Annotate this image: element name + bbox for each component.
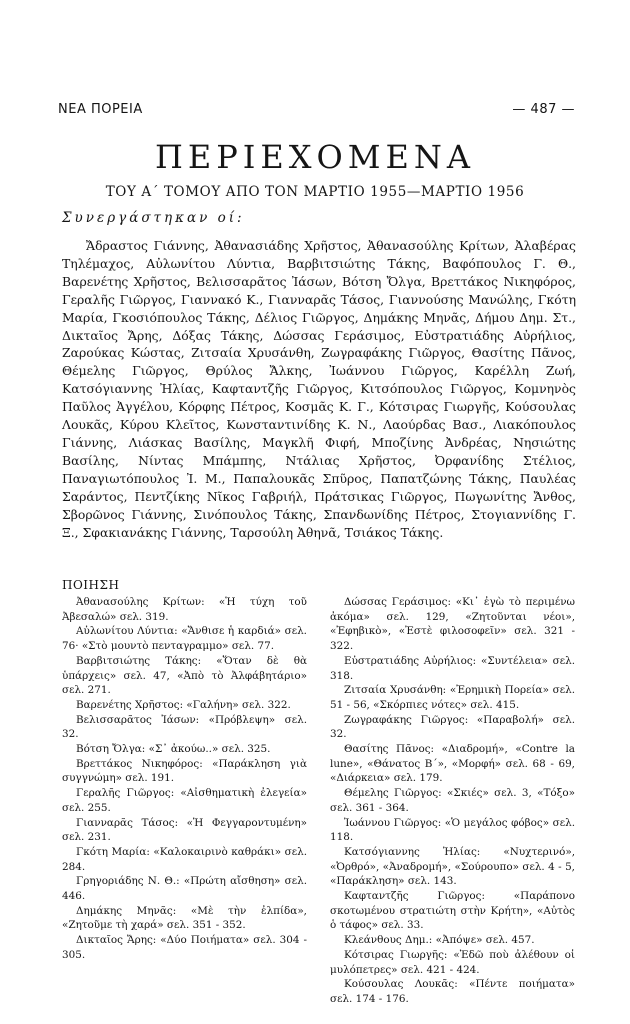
poetry-entry: Δημάκης Μηνᾶς: «Μὲ τὴν ἐλπίδα», «Ζητοῦμε τὴ χαρά» σελ. 351 - 352.: [62, 904, 307, 932]
poetry-entry: Γιανναρᾶς Τάσος: «Ἡ Φεγγαροντυμένη» σελ. 231.: [62, 816, 307, 844]
contributors-paragraph: Ἄδραστος Γιάννης, Ἀθανασιάδης Χρῆστος, Ἀθανασούλης Κρίτων, Ἀλαβέρας Τηλέμαχος, Αὐλωνίτου Λύντια, Βαρβιτσιώτης Τάκης, Βαφόπουλος Γ. Θ., Βαρενέτης Χρῆστος, Βελισσαρᾶτος Ἰάσων, Βότση Ὄλγα, Βρεττάκος Νικηφόρος, Γεραλῆς Γιῶργος, Γιαννακό Κ., Γιανναρᾶς Τάσος, Γιαννούσης Μανώλης, Γκότη Μαρία, Γκοσιόπουλος Τάκης, Δέλιος Γιῶργος, Δημάκης Μηνᾶς, Δήμου Δημ. Στ., Δικταῖος Ἄρης, Δόξας Τάκης, Δώσσας Γεράσιμος, Εὐστρατιάδης Αὐρήλιος, Ζαρούκας Κώστας, Ζιτσαία Χρυσάνθη, Ζωγραφάκης Γιῶργος, Θασίτης Πᾶνος, Θέμελης Γιῶργος, Θρύλος Ἄλκης, Ἰωάννου Γιῶργος, Καρέλλη Ζωή, Κατσόγιαννης Ἠλίας, Καφταντζῆς Γιῶργος, Κιτσόπουλος Γιῶργος, Κομνηνὸς Παῦλος Ἀγγέλου, Κόρφης Πέτρος, Κοσμᾶς Κ. Γ., Κότσιρας Γιωργῆς, Κούσουλας Λουκᾶς, Κύρου Κλεῖτος, Κωνσταντινίδης Κ. Ν., Λαούρδας Βασ., Λιακόπουλος Γιάννης, Λιάσκας Βασίλης, Μαγκλῆ Φιφή, Μποζίνης Ἀνδρέας, Νησιώτης Βασίλης, Νίντας Μπάμπης, Ντάλιας Χρῆστος, Ὀρφανίδης Στέλιος, Παναγιωτόπουλος Ἰ. Μ., Παπαλουκᾶς Σπῦρος, Παπατζώνης Τάκης, Παυλέας Σαράντος, Πεντζίκης Νῖκος Γαβριήλ, Πράτσικας Γιῶργος, Πωγωνίτης Ἄνθος, Σβορῶνος Γιάννης, Σινόπουλος Τάκης, Σπανδωνίδης Πέτρος, Στογιαννίδης Γ. Ξ., Σφακιανάκης Γιάννης, Ταρσούλη Ἀθηνᾶ, Τσιάκος Τάκης.: [62, 238, 576, 540]
poetry-right-column: [330, 595, 575, 1007]
poetry-entry: Ζιτσαία Χρυσάνθη: «Ἐρημικὴ Πορεία» σελ. 51 - 56, «Σκόρπιες νότες» σελ. 415.: [330, 684, 575, 711]
poetry-entry: Κλεάνθους Δημ.: «Ἀπόψε» σελ. 457.: [344, 934, 535, 947]
poetry-entry: Ζωγραφάκης Γιῶργος: «Παραβολή» σελ. 32.: [330, 713, 575, 741]
poetry-entry: Εὐστρατιάδης Αὐρήλιος: «Συντέλεια» σελ. 318.: [330, 654, 575, 682]
journal-name: ΝΕΑ ΠΟΡΕΙΑ: [58, 101, 143, 117]
poetry-entry: Αὐλωνίτου Λύντια: «Ἄνθισε ἡ καρδιά» σελ. 76· «Στὸ μουντὸ πενταγραμμο» σελ. 77.: [62, 625, 307, 653]
poetry-entry: Κατσόγιαννης Ἠλίας: «Νυχτερινό», «Ὀρθρό», «Ἀναδρομή», «Σούρουπο» σελ. 4 - 5, «Παράκληση» σελ. 143.: [330, 845, 575, 888]
poetry-entry: Δικταῖος Ἄρης: «Δύο Ποιήματα» σελ. 304 - 305.: [62, 934, 307, 961]
running-header: [58, 98, 575, 120]
poetry-entry: Γεραλῆς Γιῶργος: «Αἰσθηματικὴ ἐλεγεία» σελ. 255.: [62, 787, 307, 814]
poetry-entry: Βελισσαρᾶτος Ἰάσων: «Πρόβλεψη» σελ. 32.: [62, 713, 307, 741]
poetry-entry: Καφταντζῆς Γιῶργος: «Παράπονο σκοτωμένου στρατιώτη στὴν Κρήτη», «Αὐτὸς ὁ τάφος» σελ. 33.: [330, 890, 575, 932]
poetry-entry: Γκότη Μαρία: «Καλοκαιρινὸ καθράκι» σελ. 284.: [62, 845, 307, 873]
poetry-entry: Κότσιρας Γιωργῆς: «Ἐδῶ ποὺ ἀλέθουν οἱ μυλόπετρες» σελ. 421 - 424.: [330, 948, 575, 976]
contributors-heading: Συνεργάστηκαν οί:: [62, 210, 245, 226]
page-subtitle: ΤΟΥ Α΄ ΤΟΜΟΥ ΑΠΟ ΤΟΝ ΜΑΡΤΙΟ 1955—ΜΑΡΤΙΟ 1956: [105, 184, 525, 200]
page-title: ΠΕΡΙΕΧΟΜΕΝΑ: [154, 138, 476, 176]
poetry-section-heading: ΠΟΙΗΣΗ: [62, 578, 120, 592]
poetry-entry: Κούσουλας Λουκᾶς: «Πέντε ποιήματα» σελ. 174 - 176.: [330, 978, 575, 1005]
poetry-entry: Βαρενέτης Χρῆστος: «Γαλήνη» σελ. 322.: [76, 698, 291, 711]
poetry-entry: Βαρβιτσιώτης Τάκης: «Ὅταν δὲ θὰ ὑπάρχεις» σελ. 47, «Ἀπὸ τὸ Ἀλφάβητάριο» σελ. 271.: [62, 654, 307, 697]
poetry-entry: Ἀθανασούλης Κρίτων: «Ἡ τύχη τοῦ Ἀβεσαλώ» σελ. 319.: [62, 596, 307, 623]
poetry-entry: Γρηγοριάδης Ν. Θ.: «Πρώτη αἴσθηση» σελ. 446.: [62, 875, 307, 903]
contributors-list: [62, 237, 576, 541]
poetry-entry: Θασίτης Πᾶνος: «Διαδρομή», «Contre la lune», «Θάνατος Β΄», «Μορφή» σελ. 68 - 69, «Διάρκεια» σελ. 179.: [330, 743, 575, 785]
poetry-entry: Δώσσας Γεράσιμος: «Κι᾽ ἐγὼ τὸ περιμένω ἀκόμα» σελ. 129, «Ζητοῦνται νέοι», «Ἐφηβικὸ», «Ἐστὲ φιλοσοφεῖν» σελ. 321 - 322.: [330, 596, 575, 653]
poetry-left-column: [62, 595, 307, 963]
poetry-entry: Βότση Ὄλγα: «Σ᾽ ἀκούω..» σελ. 325.: [76, 743, 271, 756]
page-number: — 487 —: [512, 101, 575, 117]
poetry-entry: Βρεττάκος Νικηφόρος: «Παράκληση γιὰ συγγνώμη» σελ. 191.: [62, 757, 307, 785]
poetry-entry: Ἰωάννου Γιῶργος: «Ὁ μεγάλος φόβος» σελ. 118.: [330, 816, 575, 844]
poetry-entry: Θέμελης Γιῶργος: «Σκιές» σελ. 3, «Τόξο» σελ. 361 - 364.: [330, 787, 575, 814]
